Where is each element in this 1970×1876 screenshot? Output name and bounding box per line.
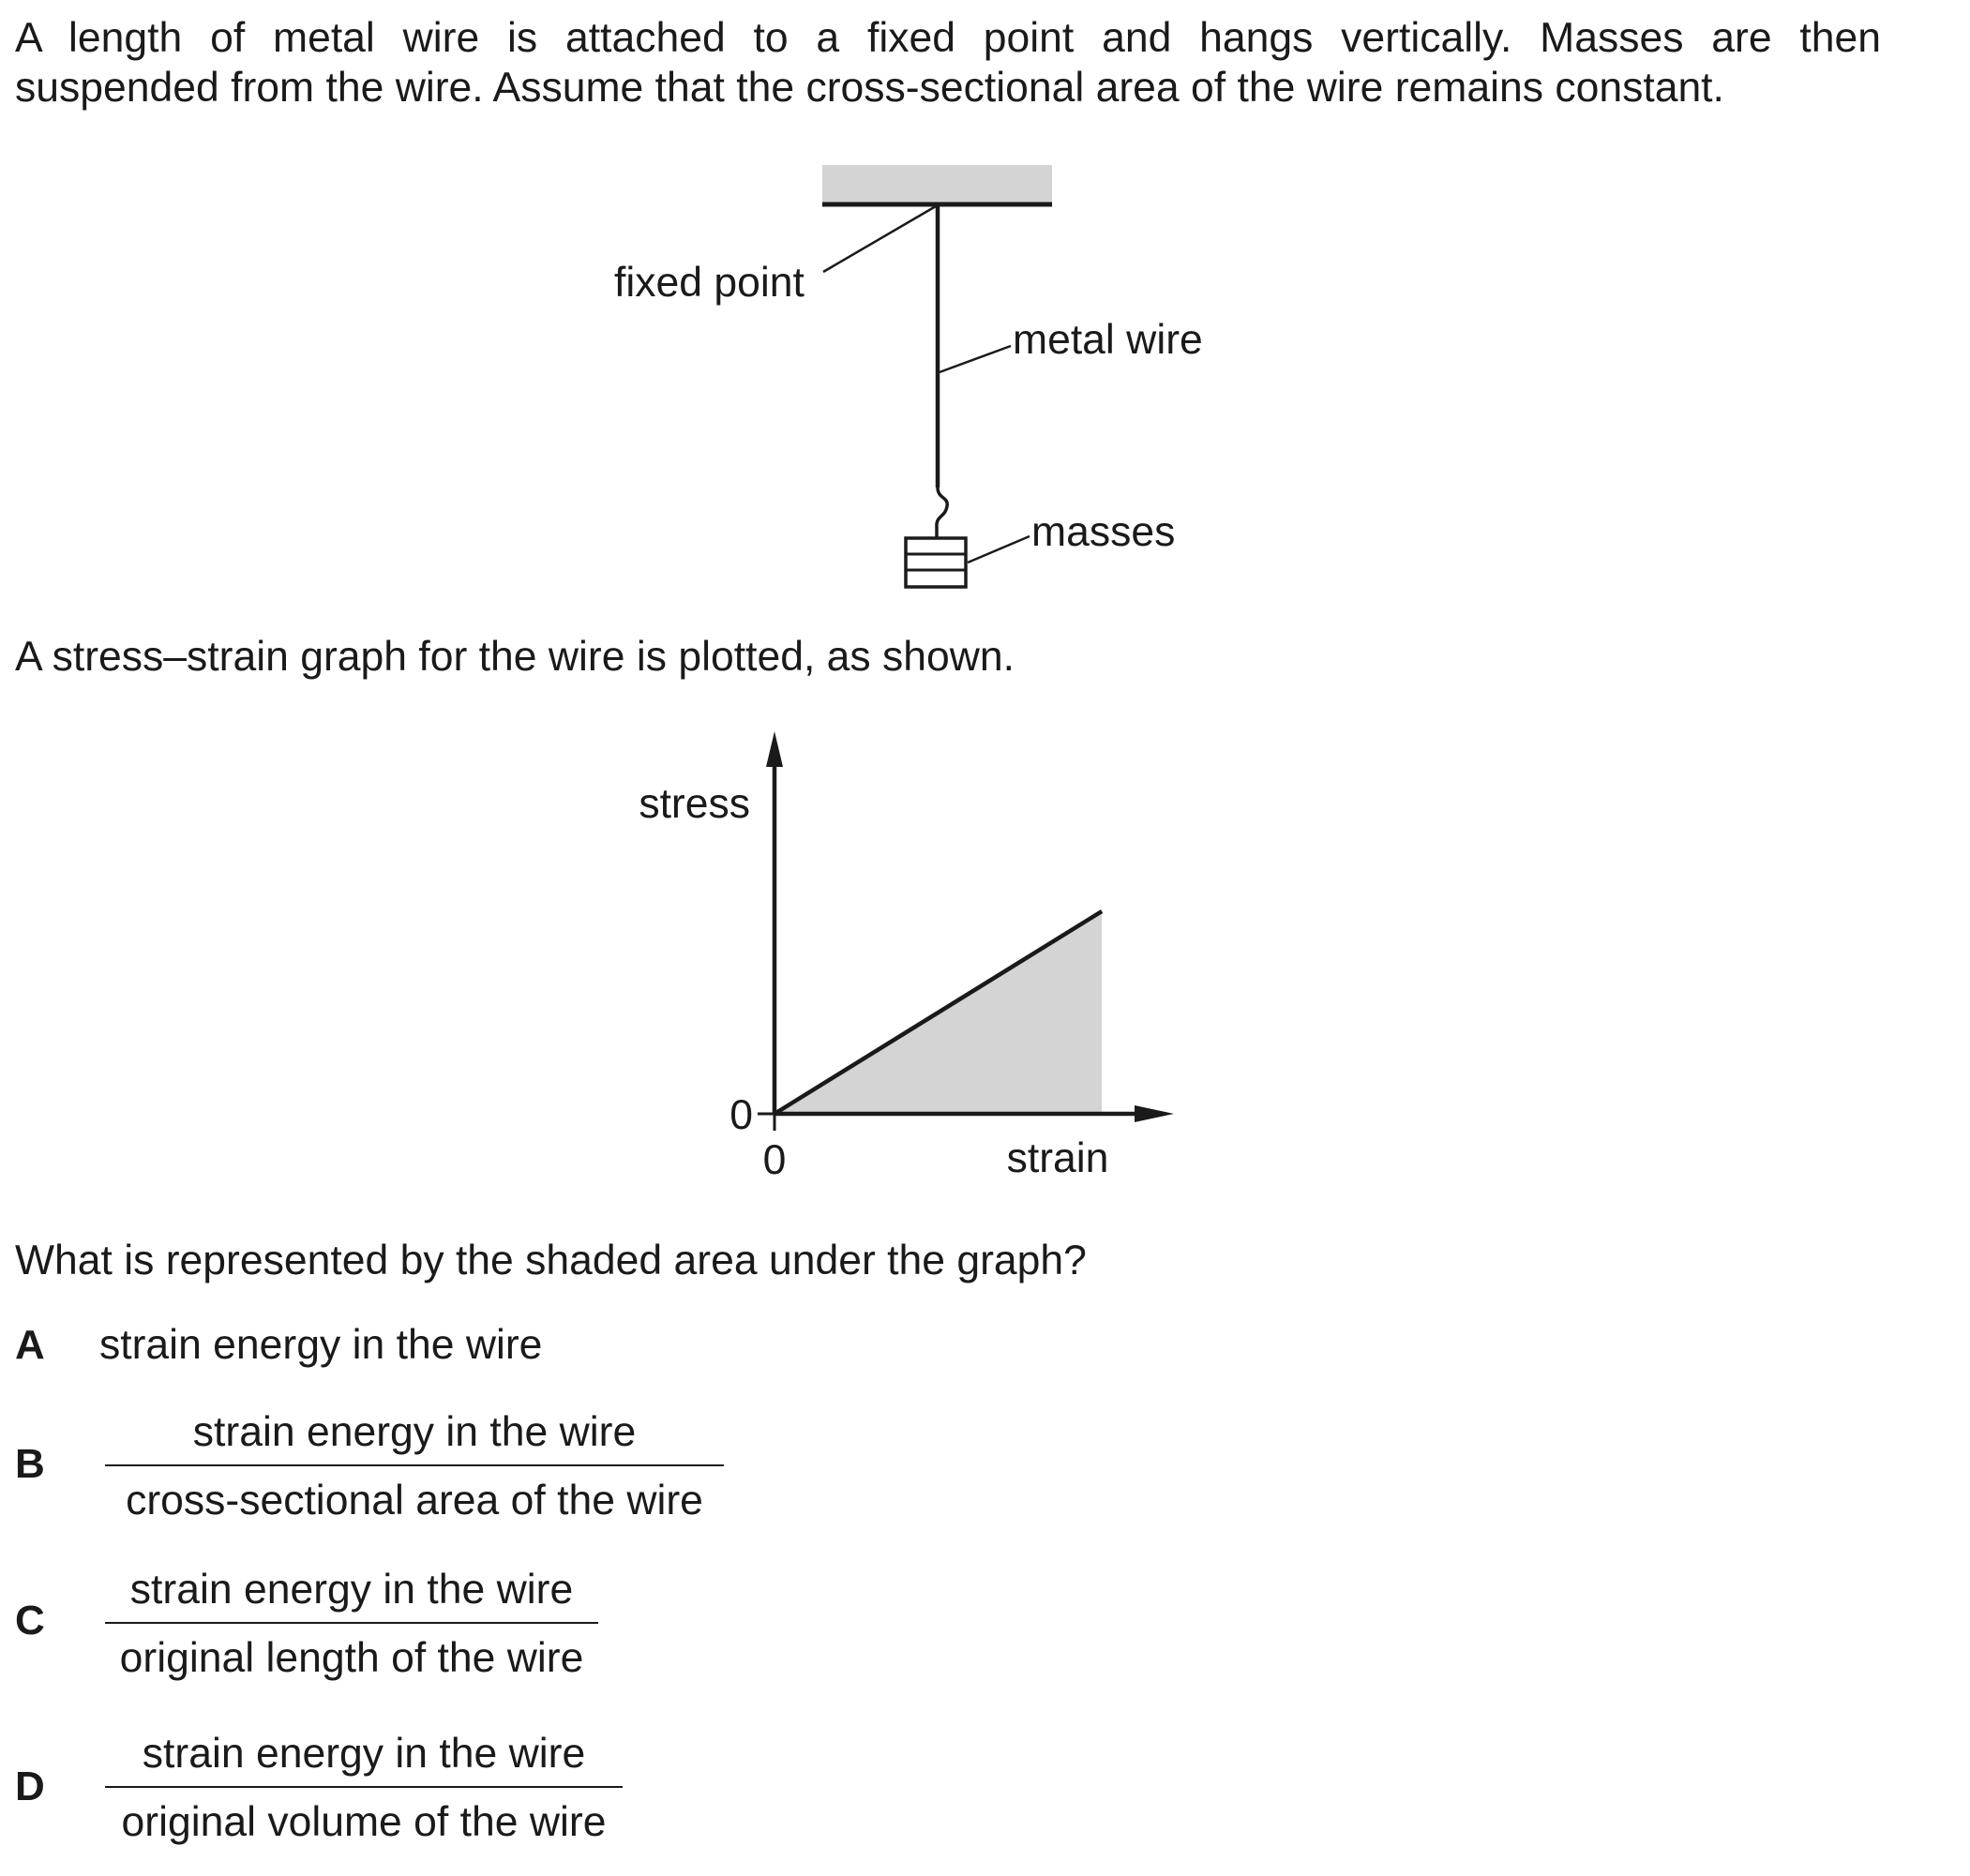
x-axis-arrowhead (1135, 1105, 1174, 1122)
intro-line-2: suspended from the wire. Assume that the cross-sectional area of the wire remains constant. (15, 65, 1724, 111)
option-b-letter: B (15, 1441, 45, 1487)
option-d-fraction-bar (105, 1786, 623, 1788)
option-b-fraction-bar (105, 1464, 724, 1466)
stress-strain-chart (0, 722, 1970, 1209)
fixed-point-leader (823, 206, 936, 272)
option-b-fraction (105, 1407, 724, 1525)
x-origin-label: 0 (762, 1137, 787, 1183)
option-d-denominator: original volume of the wire (121, 1799, 607, 1845)
masses-leader (968, 536, 1030, 563)
option-c-numerator: strain energy in the wire (129, 1567, 574, 1613)
option-b-denominator: cross-sectional area of the wire (126, 1478, 703, 1523)
wire-diagram (0, 0, 1970, 619)
masses-label: masses (1031, 509, 1176, 555)
option-a-letter: A (15, 1322, 45, 1368)
graph-intro: A stress–strain graph for the wire is plotted, as shown. (15, 634, 1015, 680)
option-c-fraction (105, 1565, 598, 1683)
hook (937, 488, 947, 538)
y-axis-label: stress (639, 781, 750, 827)
option-d-letter: D (15, 1763, 45, 1809)
option-d-fraction (105, 1729, 623, 1847)
option-c-denominator: original length of the wire (119, 1635, 584, 1681)
option-b-numerator: strain energy in the wire (192, 1409, 637, 1455)
x-axis-label: strain (1006, 1135, 1109, 1181)
fixed-point-label: fixed point (614, 260, 805, 306)
option-a-text: strain energy in the wire (99, 1322, 543, 1368)
option-c-letter: C (15, 1598, 45, 1643)
mass-stack (906, 538, 966, 587)
y-origin-label: 0 (729, 1092, 753, 1138)
intro-line-1: A length of metal wire is attached to a fixed point and hangs vertically. Masses are then (15, 15, 1881, 61)
question-text: What is represented by the shaded area under the graph? (15, 1238, 1087, 1283)
metal-wire-leader (940, 346, 1011, 372)
option-d-numerator: strain energy in the wire (142, 1731, 586, 1777)
y-axis-arrowhead (766, 731, 783, 767)
option-c-fraction-bar (105, 1622, 598, 1624)
metal-wire-label: metal wire (1013, 317, 1203, 363)
ceiling-support (822, 165, 1052, 204)
